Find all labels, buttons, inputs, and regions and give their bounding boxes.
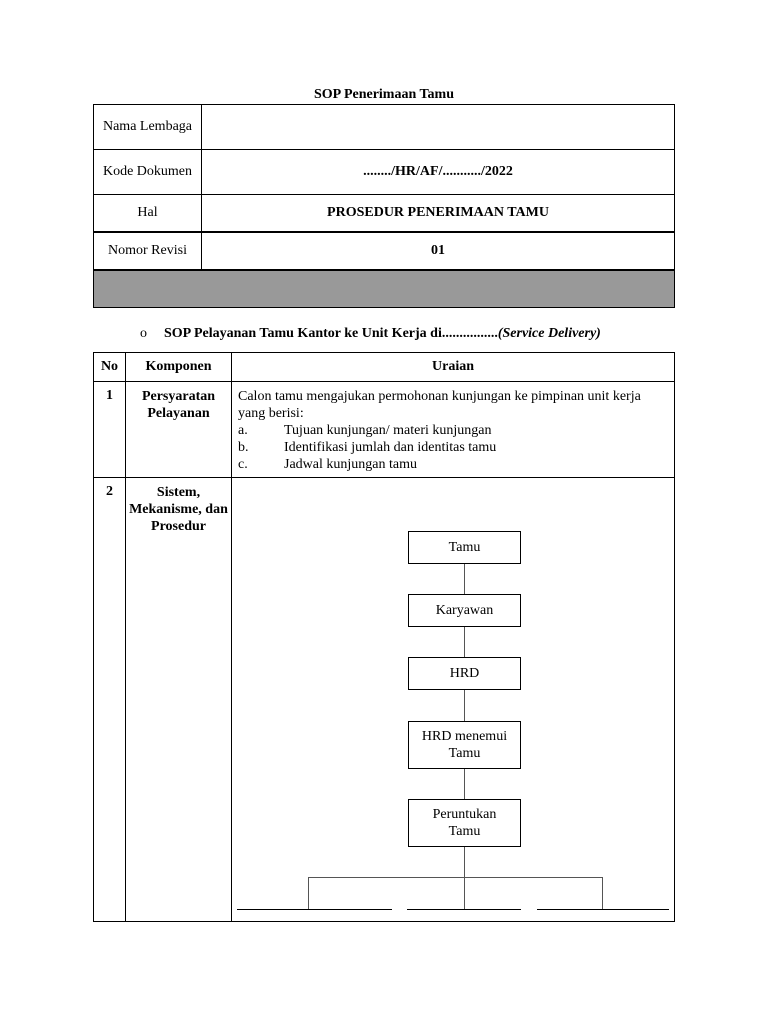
flow-connector: [464, 690, 465, 721]
header-row-nama-lembaga: [94, 105, 675, 150]
flow-branch-drop: [602, 877, 603, 909]
flow-step-hrd: HRD: [408, 657, 521, 690]
flow-connector: [464, 768, 465, 800]
section-title-italic: (Service Delivery): [497, 326, 601, 341]
list-item-text: Jadwal kunjungan tamu: [284, 457, 417, 472]
flow-step-peruntukan-tamu: Peruntukan Tamu: [408, 799, 521, 847]
flow-step-karyawan: Karyawan: [408, 594, 521, 627]
list-item-label: c.: [238, 457, 248, 472]
header-label: Nama Lembaga: [94, 105, 202, 150]
row-number: 1: [94, 382, 126, 478]
section-heading: [140, 326, 601, 342]
list-item: [238, 456, 668, 473]
bullet-icon: o: [140, 326, 147, 341]
table-row: [94, 478, 675, 922]
section-title: SOP Pelayanan Tamu Kantor ke Unit Kerja di................: [164, 326, 498, 341]
header-label: Nomor Revisi: [94, 232, 202, 270]
header-label: Hal: [94, 195, 202, 233]
flow-step-tamu: Tamu: [408, 531, 521, 564]
header-value: ......../HR/AF/.........../2022: [202, 150, 675, 195]
list-item: [238, 422, 668, 439]
header-value: 01: [202, 232, 675, 270]
table-header-row: [94, 353, 675, 382]
col-header-uraian: Uraian: [232, 353, 675, 382]
header-row-nomor-revisi: [94, 232, 675, 270]
flow-branch-line: [308, 877, 603, 878]
header-value: [202, 105, 675, 150]
list-item: [238, 439, 668, 456]
flow-branch-drop: [308, 877, 309, 909]
flow-connector: [464, 847, 465, 909]
sop-table: [93, 352, 675, 922]
row-number: 2: [94, 478, 126, 922]
header-row-hal: [94, 195, 675, 233]
col-header-komponen: Komponen: [126, 353, 232, 382]
list-item-text: Identifikasi jumlah dan identitas tamu: [284, 440, 497, 455]
document-title: SOP Penerimaan Tamu: [313, 87, 455, 102]
row-komponen: Persyaratan Pelayanan: [126, 382, 232, 478]
list-item-text: Tujuan kunjungan/ materi kunjungan: [284, 423, 492, 438]
header-value: PROSEDUR PENERIMAAN TAMU: [202, 195, 675, 233]
header-table: [93, 104, 675, 308]
flow-underline: [407, 909, 521, 910]
list-item-label: b.: [238, 440, 249, 455]
row-uraian: [232, 382, 675, 478]
uraian-intro: Calon tamu mengajukan permohonan kunjungan ke pimpinan unit kerja yang berisi:: [238, 389, 641, 421]
flow-step-hrd-menemui-tamu: HRD menemui Tamu: [408, 721, 521, 769]
flow-underline: [237, 909, 392, 910]
header-row-gray-band: [94, 270, 675, 308]
table-row: [94, 382, 675, 478]
gray-band: [94, 270, 675, 308]
col-header-no: No: [94, 353, 126, 382]
header-row-kode-dokumen: [94, 150, 675, 195]
flow-connector: [464, 627, 465, 658]
flow-connector: [464, 563, 465, 595]
list-item-label: a.: [238, 423, 248, 438]
flow-underline: [537, 909, 669, 910]
row-komponen: Sistem, Mekanisme, dan Prosedur: [126, 478, 232, 922]
header-label: Kode Dokumen: [94, 150, 202, 195]
